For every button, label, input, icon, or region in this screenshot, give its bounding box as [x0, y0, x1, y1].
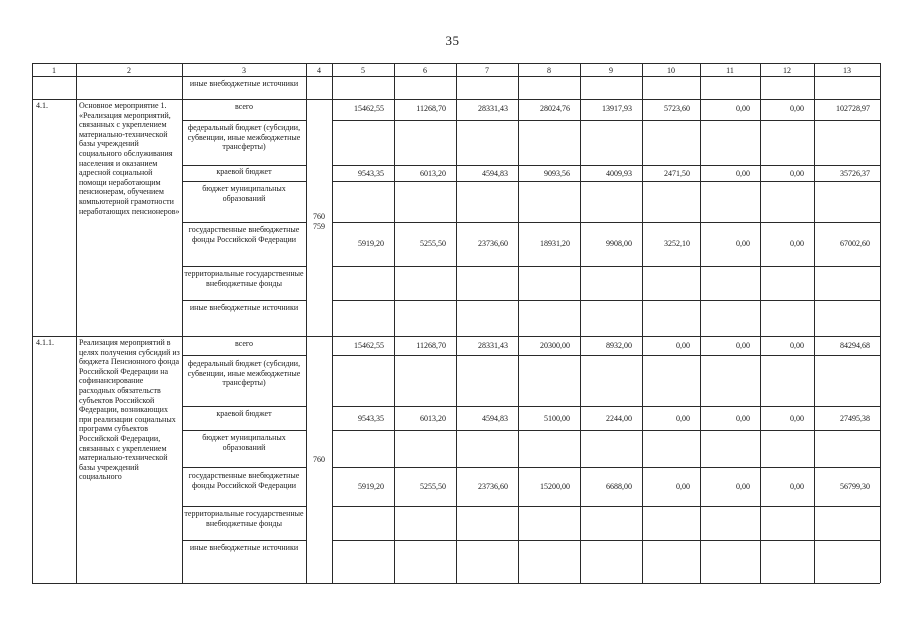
s41-source-other: иные внебюджетные источники [189, 303, 299, 312]
grid-line-h [182, 120, 306, 121]
page-number: 35 [445, 33, 460, 48]
grid-line-v [32, 63, 33, 583]
grid-line-v [880, 63, 881, 583]
grid-line-v [580, 63, 581, 583]
section-411-regional-col12: 0,00 [790, 414, 804, 423]
section-411-number: 4.1.1. [36, 338, 54, 347]
section-41-total-col12: 0,00 [790, 104, 804, 113]
grid-line-v [456, 63, 457, 583]
grid-line-h [182, 467, 306, 468]
section-411-regional-col13: 27495,38 [840, 414, 870, 423]
grid-line-h [182, 181, 306, 182]
grid-line-h [32, 99, 880, 100]
s411-source-federal: федеральный бюджет (субсидии, субвенции, иные межбюджетные трансферты) [187, 359, 301, 388]
section-411-total-col10: 0,00 [676, 341, 690, 350]
header-col-7: 7 [485, 66, 489, 75]
s41-source-municipal: бюджет муниципальных образований [202, 184, 286, 203]
grid-line-v [306, 63, 307, 583]
s411-source-municipal: бюджет муниципальных образований [202, 433, 286, 452]
grid-line-v [332, 63, 333, 583]
section-411-regional-col10: 0,00 [676, 414, 690, 423]
s41-source-total: всего [234, 102, 253, 111]
grid-line-h [332, 300, 880, 301]
grid-line-h [332, 181, 880, 182]
header-col-11: 11 [726, 66, 734, 75]
section-411-state-funds-col7: 23736,60 [478, 482, 508, 491]
section-41-regional-col8: 9093,56 [544, 169, 570, 178]
section-411-state-funds-col5: 5919,20 [358, 482, 384, 491]
section-411-total-col11: 0,00 [736, 341, 750, 350]
grid-line-h [332, 506, 880, 507]
grid-line-h [332, 467, 880, 468]
grid-line-v [760, 63, 761, 583]
section-41-state-funds-col10: 3252,10 [664, 239, 690, 248]
grid-line-h [32, 583, 880, 584]
section-41-regional-col11: 0,00 [736, 169, 750, 178]
section-41-regional-col7: 4594,83 [482, 169, 508, 178]
header-col-8: 8 [547, 66, 551, 75]
grid-line-h [332, 120, 880, 121]
header-col-6: 6 [423, 66, 427, 75]
grid-line-h [182, 506, 306, 507]
section-411-state-funds-col6: 5255,50 [420, 482, 446, 491]
grid-line-h [182, 406, 306, 407]
header-col-13: 13 [843, 66, 851, 75]
section-41-regional-col6: 6013,20 [420, 169, 446, 178]
s411-source-regional: краевой бюджет [216, 409, 272, 418]
section-41-name: Основное мероприятие 1. «Реализация мероприятий, связанных с укреплением материально-технической базы учреждений социального обслуживания населения и оказанием адресной социальной помощи неработающим пенсионерам, обучением компьютерной грамотности неработающих пенсионеров» [79, 101, 180, 216]
grid-line-h [332, 355, 880, 356]
section-411-name: Реализация мероприятий в целях получения субсидий из бюджета Пенсионного фонда Российской Федерации на софинансирование расходных обязательств субъектов Российской Федерации, возникающих при реализации социальных программ субъектов Российской Федерации, связанных с укреплением материально-технической базы учреждений социального [79, 338, 180, 482]
section-41-code: 760 759 [313, 212, 325, 231]
section-411-state-funds-col13: 56799,30 [840, 482, 870, 491]
grid-line-v [394, 63, 395, 583]
header-col-2: 2 [127, 66, 131, 75]
section-411-state-funds-col9: 6688,00 [606, 482, 632, 491]
s41-source-territorial-funds: территориальные государственные внебюджетные фонды [184, 269, 304, 288]
section-41-state-funds-col8: 18931,20 [540, 239, 570, 248]
header-col-9: 9 [609, 66, 613, 75]
grid-line-h [332, 266, 880, 267]
header-col-3: 3 [242, 66, 246, 75]
section-411-state-funds-col11: 0,00 [736, 482, 750, 491]
s411-source-other: иные внебюджетные источники [189, 543, 299, 552]
s41-source-federal: федеральный бюджет (субсидии, субвенции, иные межбюджетные трансферты) [187, 123, 301, 152]
s411-source-territorial-funds: территориальные государственные внебюджетные фонды [184, 509, 304, 528]
header-col-5: 5 [361, 66, 365, 75]
section-41-state-funds-col11: 0,00 [736, 239, 750, 248]
grid-line-h [182, 540, 306, 541]
section-411-regional-col5: 9543,35 [358, 414, 384, 423]
s41-source-regional: краевой бюджет [216, 167, 272, 176]
grid-line-h [32, 63, 880, 64]
grid-line-h [32, 336, 880, 337]
section-411-total-col7: 28331,43 [478, 341, 508, 350]
section-41-total-col10: 5723,60 [664, 104, 690, 113]
grid-line-h [32, 76, 880, 77]
section-411-regional-col7: 4594,83 [482, 414, 508, 423]
section-411-total-col12: 0,00 [790, 341, 804, 350]
grid-line-h [182, 355, 306, 356]
header-col-12: 12 [783, 66, 791, 75]
section-41-regional-col13: 35726,37 [840, 169, 870, 178]
section-411-state-funds-col8: 15200,00 [540, 482, 570, 491]
grid-line-v [642, 63, 643, 583]
section-41-state-funds-col5: 5919,20 [358, 239, 384, 248]
grid-line-h [182, 430, 306, 431]
section-411-state-funds-col10: 0,00 [676, 482, 690, 491]
header-col-1: 1 [52, 66, 56, 75]
grid-line-h [332, 430, 880, 431]
section-411-total-col5: 15462,55 [354, 341, 384, 350]
header-col-4: 4 [317, 66, 321, 75]
section-41-state-funds-col7: 23736,60 [478, 239, 508, 248]
section-411-code: 760 [313, 455, 325, 464]
section-41-total-col13: 102728,97 [836, 104, 870, 113]
section-41-total-col9: 13917,93 [602, 104, 632, 113]
section-41-total-col6: 11268,70 [416, 104, 446, 113]
section-41-total-col5: 15462,55 [354, 104, 384, 113]
grid-line-v [76, 63, 77, 583]
section-41-state-funds-col12: 0,00 [790, 239, 804, 248]
section-41-state-funds-col9: 9908,00 [606, 239, 632, 248]
carry-source-label: иные внебюджетные источники [189, 79, 299, 88]
section-411-state-funds-col12: 0,00 [790, 482, 804, 491]
section-411-total-col8: 20300,00 [540, 341, 570, 350]
section-41-total-col11: 0,00 [736, 104, 750, 113]
grid-line-h [182, 222, 306, 223]
section-411-regional-col9: 2244,00 [606, 414, 632, 423]
section-41-regional-col5: 9543,35 [358, 169, 384, 178]
grid-line-h [182, 266, 306, 267]
s411-source-total: всего [234, 339, 253, 348]
section-41-state-funds-col13: 67002,60 [840, 239, 870, 248]
grid-line-h [332, 540, 880, 541]
grid-line-h [332, 222, 880, 223]
section-41-regional-col12: 0,00 [790, 169, 804, 178]
grid-line-h [332, 165, 880, 166]
grid-line-h [332, 406, 880, 407]
section-41-regional-col9: 4009,93 [606, 169, 632, 178]
section-41-regional-col10: 2471,50 [664, 169, 690, 178]
section-411-regional-col11: 0,00 [736, 414, 750, 423]
section-411-total-col13: 84294,68 [840, 341, 870, 350]
grid-line-h [182, 165, 306, 166]
grid-line-v [814, 63, 815, 583]
section-41-state-funds-col6: 5255,50 [420, 239, 446, 248]
grid-line-v [700, 63, 701, 583]
header-col-10: 10 [667, 66, 675, 75]
grid-line-v [182, 63, 183, 583]
section-411-regional-col8: 5100,00 [544, 414, 570, 423]
section-411-total-col6: 11268,70 [416, 341, 446, 350]
s41-source-state-funds: государственные внебюджетные фонды Российской Федерации [188, 225, 300, 244]
section-41-number: 4.1. [36, 101, 48, 110]
section-411-regional-col6: 6013,20 [420, 414, 446, 423]
grid-line-v [518, 63, 519, 583]
section-41-total-col7: 28331,43 [478, 104, 508, 113]
s411-source-state-funds: государственные внебюджетные фонды Российской Федерации [188, 471, 300, 490]
section-411-total-col9: 8932,00 [606, 341, 632, 350]
grid-line-h [182, 300, 306, 301]
section-41-total-col8: 28024,76 [540, 104, 570, 113]
